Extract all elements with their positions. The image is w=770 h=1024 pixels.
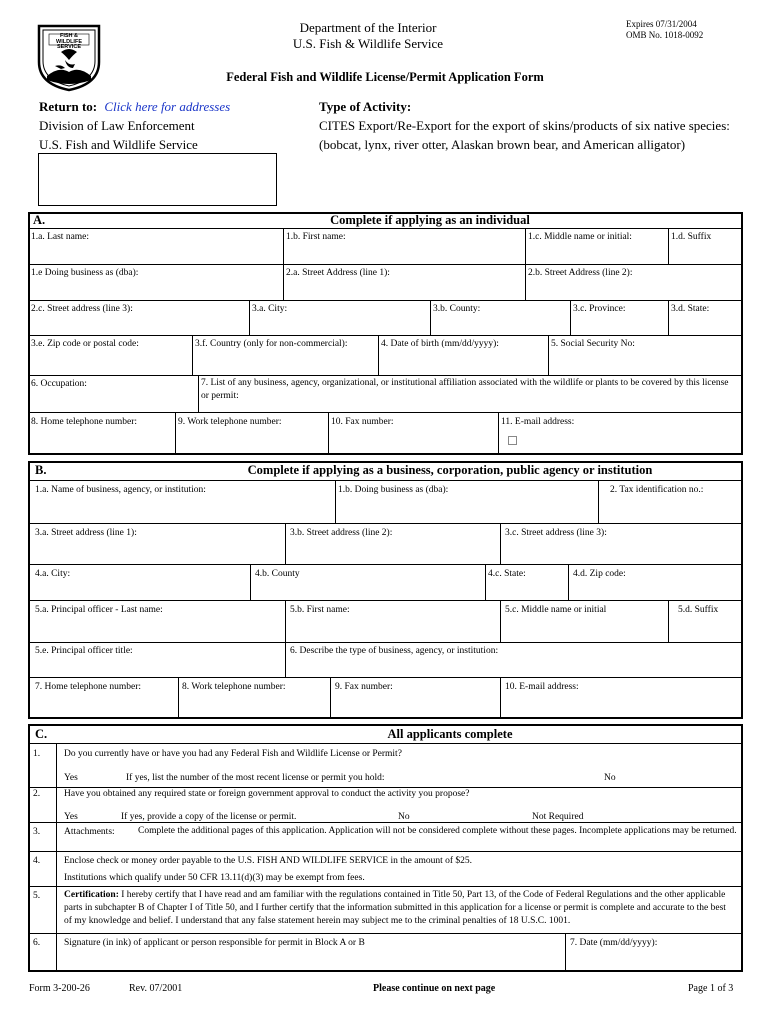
a-suffix-field[interactable]: 1.d. Suffix: [671, 232, 712, 242]
footer-continue: Please continue on next page: [373, 983, 496, 994]
c5-certification: [64, 889, 736, 928]
c1-license-number-field[interactable]: If yes, list the number of the most recent license or permit you hold:: [126, 773, 385, 783]
return-to-label: Return to:: [39, 99, 98, 114]
a-fax-field[interactable]: 10. Fax number:: [331, 417, 394, 427]
c5-label: Certification:: [64, 890, 119, 900]
c5-number: 5.: [33, 891, 41, 901]
footer-page-number: Page 1 of 3: [688, 983, 734, 994]
a-email-field[interactable]: 11. E-mail address:: [501, 417, 575, 427]
a-work-phone-field[interactable]: 9. Work telephone number:: [178, 417, 282, 427]
address-box[interactable]: [38, 153, 277, 206]
department-name: Department of the Interior: [299, 20, 437, 35]
expiration-date: Expires 07/31/2004: [626, 19, 697, 29]
a-first-name-field[interactable]: 1.b. First name:: [286, 232, 346, 242]
a-occupation-field[interactable]: 6. Occupation:: [31, 379, 87, 389]
c1-yes-option[interactable]: Yes: [64, 773, 78, 783]
service-name: U.S. Fish & Wildlife Service: [292, 36, 444, 51]
a-street2-field[interactable]: 2.b. Street Address (line 2):: [528, 268, 633, 278]
b-zip-field[interactable]: 4.d. Zip code:: [573, 569, 626, 579]
c1-number: 1.: [33, 749, 41, 759]
c5-text: I hereby certify that I have read and am familiar with the regulations contained in Title 50, Part 13, of the Code of Federal Regulations and the other applicable parts in subchapter B of Chapter I of Title 50, and I further certify that the information submitted in this application for a license or permit is complete and accurate to the best of my knowledge and belief. I understand that any false statement herein may subject me to the criminal penalties of 18 U.S.C. 1001.: [64, 890, 726, 926]
c2-question: Have you obtained any required state or foreign government approval to conduct the activity you propose?: [64, 789, 470, 799]
return-to-line1: Division of Law Enforcement: [39, 118, 195, 133]
section-c: [28, 724, 743, 972]
a-last-name-field[interactable]: 1.a. Last name:: [31, 232, 90, 242]
activity-line2: (bobcat, lynx, river otter, Alaskan brown bear, and American alligator): [319, 137, 686, 152]
c2-not-required-option[interactable]: Not Required: [532, 812, 584, 822]
b-tax-id-field[interactable]: 2. Tax identification no.:: [610, 485, 704, 495]
c4-line2: Institutions which qualify under 50 CFR 13.11(d)(3) may be exempt from fees.: [64, 873, 365, 883]
section-c-title: All applicants complete: [387, 727, 513, 741]
c2-number: 2.: [33, 789, 41, 799]
b-home-phone-field[interactable]: 7. Home telephone number:: [35, 682, 142, 692]
b-street1-field[interactable]: 3.a. Street address (line 1):: [35, 528, 137, 538]
c6-signature-field[interactable]: Signature (in ink) of applicant or person responsible for permit in Block A or B: [64, 938, 365, 948]
a-dba-field[interactable]: 1.e Doing business as (dba):: [31, 268, 139, 278]
b-work-phone-field[interactable]: 8. Work telephone number:: [182, 682, 286, 692]
b-fax-field[interactable]: 9. Fax number:: [335, 682, 393, 692]
b-officer-first-name-field[interactable]: 5.b. First name:: [290, 605, 350, 615]
a-dob-field[interactable]: 4. Date of birth (mm/dd/yyyy):: [381, 339, 499, 349]
form-title: Federal Fish and Wildlife License/Permit Application Form: [226, 70, 544, 84]
b-state-field[interactable]: 4.c. State:: [488, 569, 526, 579]
agency-logo: [35, 22, 103, 92]
activity-line1: CITES Export/Re-Export for the export of skins/products of six native species:: [319, 118, 730, 133]
section-c-letter: C.: [35, 727, 48, 741]
return-to-line2: U.S. Fish and Wildlife Service: [39, 137, 198, 152]
c4-line1: Enclose check or money order payable to the U.S. FISH AND WILDLIFE SERVICE in the amount of $25.: [64, 856, 473, 866]
b-county-field[interactable]: 4.b. County: [255, 569, 300, 579]
section-b-title: Complete if applying as a business, corporation, public agency or institution: [247, 463, 653, 477]
a-home-phone-field[interactable]: 8. Home telephone number:: [31, 417, 138, 427]
email-checkbox[interactable]: [508, 436, 517, 445]
a-province-field[interactable]: 3.c. Province:: [573, 304, 626, 314]
a-state-field[interactable]: 3.d. State:: [671, 304, 710, 314]
a-city-field[interactable]: 3.a. City:: [252, 304, 288, 314]
c1-no-option[interactable]: No: [604, 773, 616, 783]
section-a-title: Complete if applying as an individual: [330, 213, 530, 227]
omb-number: OMB No. 1018-0092: [626, 30, 704, 40]
a-county-field[interactable]: 3.b. County:: [433, 304, 481, 314]
section-a-letter: A.: [33, 213, 46, 227]
footer-form-number: Form 3-200-26: [29, 983, 90, 994]
a-affiliation-field[interactable]: 7. List of any business, agency, organizational, or institutional affiliation associated with the wildlife or plants to be covered by this license or permit:: [201, 378, 729, 401]
b-business-type-field[interactable]: 6. Describe the type of business, agency, or institution:: [290, 646, 499, 656]
a-country-field[interactable]: 3.f. Country (only for non-commercial):: [195, 339, 348, 349]
b-email-field[interactable]: 10. E-mail address:: [505, 682, 579, 692]
c2-yes-option[interactable]: Yes: [64, 812, 78, 822]
b-officer-middle-name-field[interactable]: 5.c. Middle name or initial: [505, 605, 607, 615]
addresses-link[interactable]: Click here for addresses: [104, 99, 231, 114]
footer-revision: Rev. 07/2001: [129, 983, 183, 994]
b-dba-field[interactable]: 1.b. Doing business as (dba):: [338, 485, 449, 495]
b-officer-last-name-field[interactable]: 5.a. Principal officer - Last name:: [35, 605, 163, 615]
b-business-name-field[interactable]: 1.a. Name of business, agency, or institution:: [35, 485, 206, 495]
b-officer-title-field[interactable]: 5.e. Principal officer title:: [35, 646, 133, 656]
c4-number: 4.: [33, 856, 41, 866]
a-street1-field[interactable]: 2.a. Street Address (line 1):: [286, 268, 390, 278]
return-to: [39, 99, 230, 115]
c1-question: Do you currently have or have you had any Federal Fish and Wildlife License or Permit?: [64, 749, 402, 759]
c2-no-option[interactable]: No: [398, 812, 410, 822]
section-b-letter: B.: [35, 463, 47, 477]
c3-label: Attachments:: [64, 827, 115, 837]
c6-number: 6.: [33, 938, 41, 948]
c2-if-yes-note: If yes, provide a copy of the license or permit.: [121, 812, 297, 822]
a-ssn-field[interactable]: 5. Social Security No:: [551, 339, 635, 349]
b-street3-field[interactable]: 3.c. Street address (line 3):: [505, 528, 607, 538]
logo-text: FISH & WILDLIFE SERVICE: [56, 33, 82, 50]
c3-text: Complete the additional pages of this application. Application will not be considered complete without these pages. Incomplete applications may be returned.: [138, 826, 737, 836]
a-zip-field[interactable]: 3.e. Zip code or postal code:: [31, 339, 139, 349]
c3-number: 3.: [33, 827, 41, 837]
b-street2-field[interactable]: 3.b. Street address (line 2):: [290, 528, 393, 538]
a-street3-field[interactable]: 2.c. Street address (line 3):: [31, 304, 133, 314]
b-city-field[interactable]: 4.a. City:: [35, 569, 71, 579]
c7-date-field[interactable]: 7. Date (mm/dd/yyyy):: [570, 938, 658, 948]
b-officer-suffix-field[interactable]: 5.d. Suffix: [678, 605, 719, 615]
activity-label: Type of Activity:: [319, 99, 412, 114]
a-middle-name-field[interactable]: 1.c. Middle name or initial:: [528, 232, 632, 242]
